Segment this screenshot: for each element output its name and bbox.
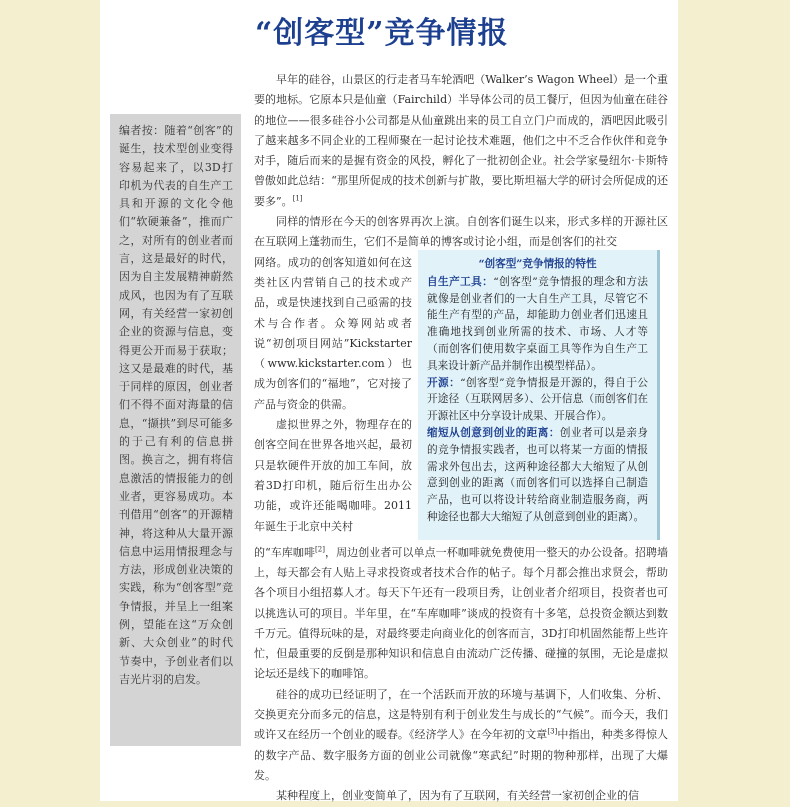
infobox-item-self-production: 自生产工具：“创客型”竞争情报的理念和方法就像是创业者们的一大自生产工具，尽管它不能生产有型的产品，却能助力创业者们迅速且准确地找到创业所需的技术、市场、人才等（而创客们使用数字桌面工具等作为自生产工具来设计新产品并制作出模型样品）。 xyxy=(427,275,648,372)
infobox-item-open-source: 开源：“创客型”竞争情报是开源的，得自于公开途径（互联网居多）、公开信息（而创客们在开源社区中分享设计成果、开展合作）。 xyxy=(427,376,648,423)
paragraph-2: 同样的情形在今天的创客界再次上演。自创客们诞生以来，形式多样的开源社区在互联网上蓬勃而生，它们不是简单的博客或讨论小组，而是创客们的社交 xyxy=(254,215,668,249)
paragraph-3-continued: 的“车库咖啡[2]，周边创业者可以单点一杯咖啡就免费使用一整天的办公设备。招聘墙上，每天都会有人贴上寻求投资或者技术合作的帖子。每个月都会推出求贤会，帮助各个项目小组招募人才。每天下午还有一段项目秀，让创业者介绍项目，投资者也可以挑选认可的项目。半年里，在“车库咖啡”谈成的投资有十多笔，总投资金额达到数千万元。值得玩味的是，对最终要走向商业化的创客而言，3D打印机固然能帮上些许忙，但最重要的反倒是那种知识和信息自由流动广泛传播、碰撞的氛围，无论是虚拟论坛还是线下的咖啡馆。 xyxy=(254,545,669,681)
page-margin xyxy=(678,0,790,801)
editor-note-sidebar xyxy=(110,114,241,746)
infobox-title: “创客型”竞争情报的特性 xyxy=(478,258,597,270)
paragraph-5: 某种程度上，创业变简单了，因为有了互联网，有关经营一家初创企业的信 xyxy=(276,789,639,803)
paragraph-4: 硅谷的成功已经证明了，在一个活跃而开放的环境与基调下，人们收集、分析、交换更充分而多元的信息，这是特别有利于创业发生与成长的“气候”。而今天，我们或许又在经历一个创业的暖春。《经济学人》在今年初的文章[3]中指出，种类多得惊人的数字产品、数字服务方面的创业公司就像“寒武纪”时期的物种那样，出现了大爆发。 xyxy=(254,687,669,782)
wrapped-column xyxy=(254,253,412,537)
footnote-ref-1: [1] xyxy=(292,194,303,203)
footnote-ref-2: [2] xyxy=(315,545,325,554)
footnote-ref-3: [3] xyxy=(547,727,558,736)
infobox-item-shorten-distance: 缩短从创意到创业的距离：创业者可以是亲身的竞争情报实践者，也可以将某一方面的情报需求外包出去，这两种途径都大大缩短了从创意到创业的距离（而创客们可以选择自己制造产品，也可以将设计转给商业制造服务商，两种途径也都大大缩短了从创意到创业的距离）。 xyxy=(427,426,649,523)
features-infobox xyxy=(418,250,660,540)
editor-note-text: 编者按：随着“创客”的诞生，技术型创业变得容易起来了，以3D打印机为代表的自生产工具和开源的文化令他们“软硬兼备”，推而广之，对所有的创业者而言，这是最好的时代，因为自主发展精神蔚然成风，也因为有了互联网，有关经营一家初创企业的资源与信息，变得更公开而易于获取；这又是最难的时代，基于同样的原因，创业者们不得不面对海量的信息，“撷拱”到尽可能多的于己有利的信息拼图。换言之，拥有将信息激活的情报能力的创业者，更容易成功。本刊借用“创客”的开源精神，将这种从大量开源信息中运用情报理念与方法，形成创业决策的实践，称为“创客型”竞争情报，并呈上一组案例，望能在这“万众创新、大众创业”的时代节奏中，予创业者们以吉光片羽的启发。 xyxy=(119,124,233,686)
paragraph-1: 早年的硅谷，山景区的行走者马车轮酒吧（Walker’s Wagon Wheel）是一个重要的地标。它原本只是仙童（Fairchild）半导体公司的员工餐厅，但因为仙童在硅谷的地位——很多硅谷小公司都是从仙童跳出来的员工自立门户而成的，酒吧因此吸引了越来越多不同企业的工程师聚在一起讨论技术难题，他们之中不乏合作伙伴和竞争对手，随后而来的是握有资金的风投，孵化了一批初创企业。社会学家曼纽尔·卡斯特曾傲如此总结：“那里所促成的技术创新与扩散，要比斯坦福大学的研讨会所促成的还要多”。[1] xyxy=(254,73,668,208)
paragraph-3-wrapped: 虚拟世界之外，物理存在的创客空间在世界各地兴起，最初只是软硬件开放的加工车间，放着3D打印机，随后衍生出办公功能，或许还能喝咖啡。2011年诞生于北京中关村 xyxy=(254,418,412,533)
paragraph-2-wrapped: 网络。成功的创客知道如何在这类社区内营销自己的技术或产品，或是快速找到自己亟需的技术与合作者。众筹网站或者说“初创项目网站”Kickstarter（www.kickstarter.com）也成为创客们的“福地”，它对接了产品与资金的供需。 xyxy=(254,255,412,411)
article-title: “创客型”竞争情报 xyxy=(255,16,509,51)
